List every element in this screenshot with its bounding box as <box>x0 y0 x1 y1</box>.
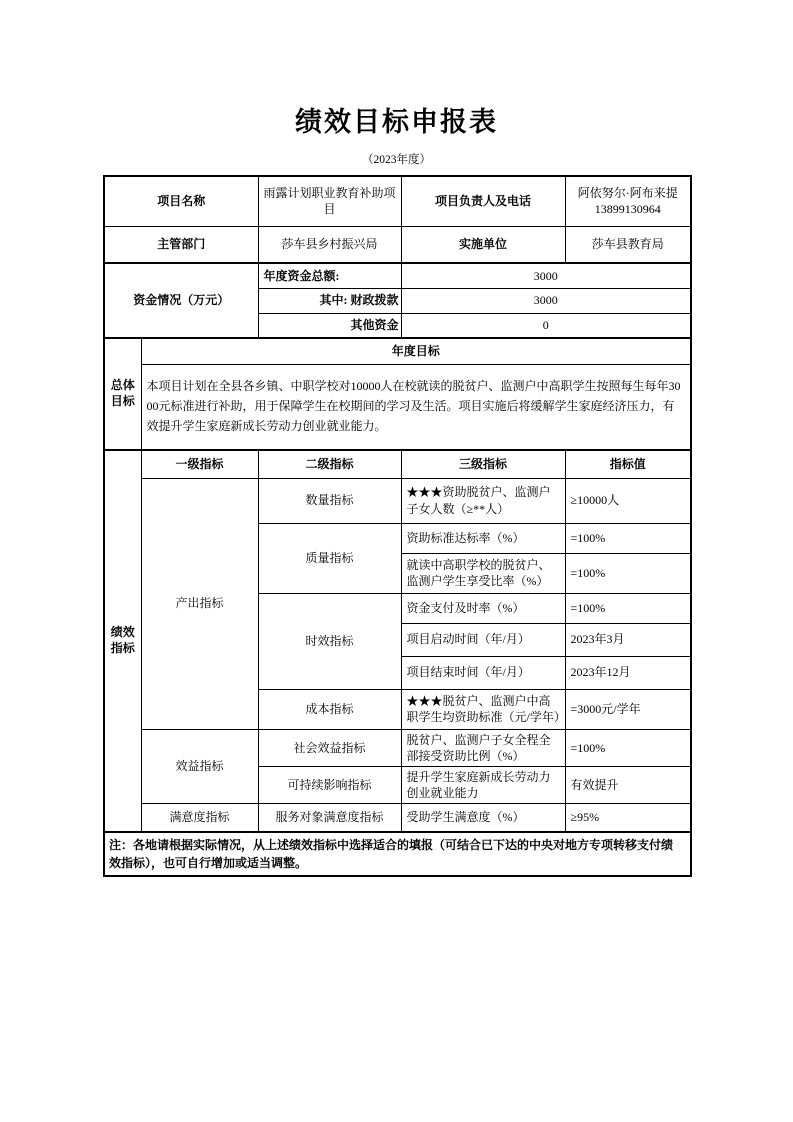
level2-cost: 成本指标 <box>258 689 401 729</box>
indicator-value: 有效提升 <box>565 766 691 803</box>
annual-goal-text: 本项目计划在全县各乡镇、中职学校对10000人在校就读的脱贫户、监测户中高职学生按照每生每年3000元标准进行补助，用于保障学生在校期间的学习及生活。项目实施后将缓解学生家庭经济压力，有效提升学生家庭新成长劳动力创业就业能力。 <box>141 364 691 450</box>
page-title: 绩效目标申报表 <box>295 107 498 137</box>
level1-benefit: 效益指标 <box>141 729 258 804</box>
indicator-value: =100% <box>565 523 691 553</box>
level1-output: 产出指标 <box>141 478 258 729</box>
manager-phone: 13899130964 <box>594 202 661 217</box>
indicator-row <box>104 804 691 832</box>
level3-indicator: 提升学生家庭新成长劳动力创业就业能力 <box>401 766 565 803</box>
indicator-value: ≥10000人 <box>565 478 691 523</box>
manager-value <box>565 176 691 226</box>
performance-target-form <box>103 175 692 877</box>
indicator-value: =100% <box>565 593 691 623</box>
header-level1: 一级指标 <box>141 450 258 478</box>
project-name-label: 项目名称 <box>104 176 258 226</box>
funds-fiscal-label: 其中: 财政拨款 <box>258 288 401 313</box>
dept-value: 莎车县乡村振兴局 <box>258 226 401 263</box>
table-row <box>104 226 691 263</box>
note-text: 注：各地请根据实际情况，从上述绩效指标中选择适合的填报（可结合已下达的中央对地方专项转移支付绩效指标），也可自行增加或适当调整。 <box>104 832 691 876</box>
manager-name: 阿依努尔·阿布来提 <box>577 186 678 201</box>
page-subtitle: （2023年度） <box>362 154 431 166</box>
indicator-value: ≥95% <box>565 804 691 832</box>
indicator-value: 2023年3月 <box>565 623 691 656</box>
indicator-value: =3000元/学年 <box>565 689 691 729</box>
annual-goal-header: 年度目标 <box>141 338 691 364</box>
level3-indicator: ★★★资助脱贫户、监测户子女人数（≥**人） <box>401 478 565 523</box>
level3-indicator: 脱贫户、监测户子女全程全部接受资助比例（%） <box>401 729 565 766</box>
overall-goal-label: 总体目标 <box>104 338 141 450</box>
table-row <box>104 364 691 450</box>
table-row <box>104 832 691 876</box>
indicator-value: 2023年12月 <box>565 656 691 689</box>
level2-timeliness: 时效指标 <box>258 593 401 689</box>
dept-label: 主管部门 <box>104 226 258 263</box>
level1-satisfaction: 满意度指标 <box>141 804 258 832</box>
funds-other-value: 0 <box>401 313 691 338</box>
funds-total-value: 3000 <box>401 263 691 288</box>
level3-indicator: 资金支付及时率（%） <box>401 593 565 623</box>
table-row <box>104 450 691 478</box>
impl-value: 莎车县教育局 <box>565 226 691 263</box>
indicator-row <box>104 478 691 523</box>
table-row <box>104 176 691 226</box>
funds-fiscal-value: 3000 <box>401 288 691 313</box>
level3-indicator: 就读中高职学校的脱贫户、监测户学生享受比率（%） <box>401 553 565 593</box>
indicator-row <box>104 729 691 766</box>
header-level2: 二级指标 <box>258 450 401 478</box>
level3-indicator: 项目结束时间（年/月） <box>401 656 565 689</box>
header-level3: 三级指标 <box>401 450 565 478</box>
table-row <box>104 263 691 288</box>
level3-indicator: ★★★脱贫户、监测户中高职学生均资助标准（元/学年） <box>401 689 565 729</box>
manager-label: 项目负责人及电话 <box>401 176 565 226</box>
funds-total-label: 年度资金总额: <box>258 263 401 288</box>
header-value: 指标值 <box>565 450 691 478</box>
indicators-label: 绩效指标 <box>104 450 141 832</box>
indicator-value: =100% <box>565 729 691 766</box>
funds-label: 资金情况（万元） <box>104 263 258 338</box>
funds-other-label: 其他资金 <box>258 313 401 338</box>
level2-social-benefit: 社会效益指标 <box>258 729 401 766</box>
level3-indicator: 资助标准达标率（%） <box>401 523 565 553</box>
project-name-value: 雨露计划职业教育补助项目 <box>258 176 401 226</box>
level3-indicator: 项目启动时间（年/月） <box>401 623 565 656</box>
impl-label: 实施单位 <box>401 226 565 263</box>
level2-quantity: 数量指标 <box>258 478 401 523</box>
table-row <box>104 338 691 364</box>
level2-service-satisfaction: 服务对象满意度指标 <box>258 804 401 832</box>
level3-indicator: 受助学生满意度（%） <box>401 804 565 832</box>
level2-sustainability: 可持续影响指标 <box>258 766 401 803</box>
indicator-value: =100% <box>565 553 691 593</box>
level2-quality: 质量指标 <box>258 523 401 593</box>
